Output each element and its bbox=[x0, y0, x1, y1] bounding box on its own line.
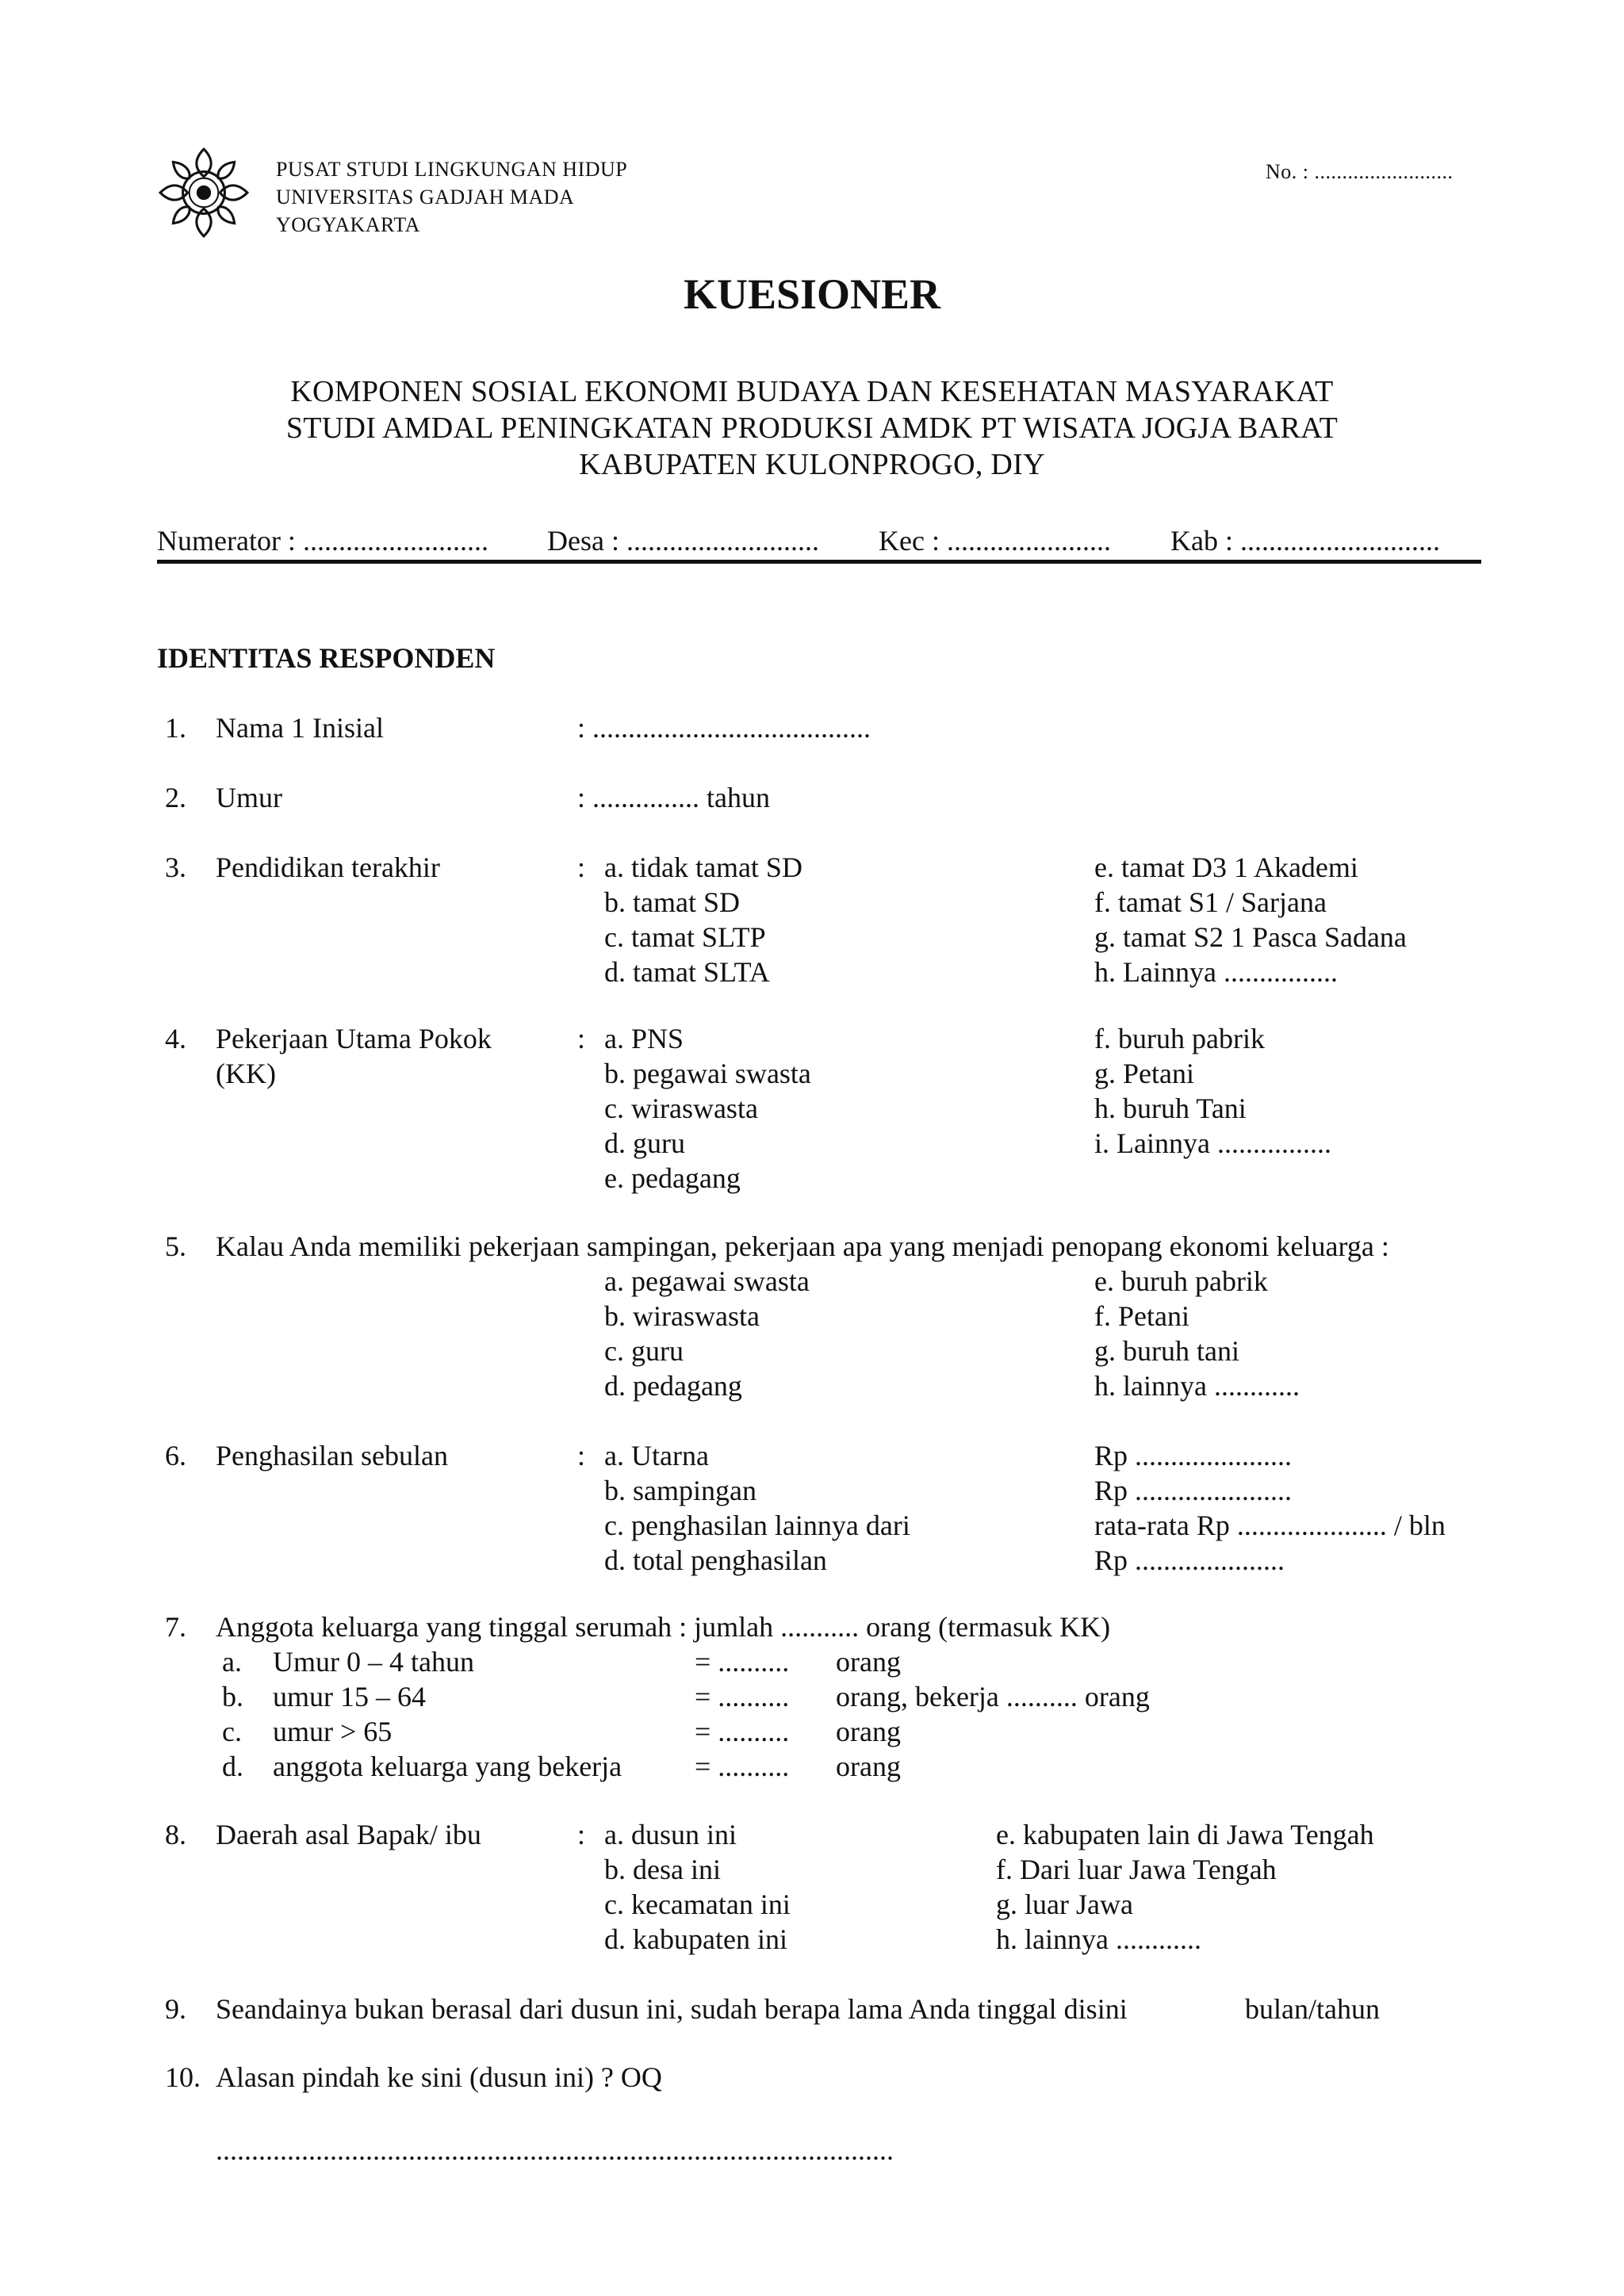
q4-option-d[interactable]: d. guru bbox=[604, 1127, 685, 1159]
q4-label: Pekerjaan Utama Pokok bbox=[216, 1023, 492, 1054]
q6-colon: : bbox=[577, 1440, 586, 1471]
q7-number: 7. bbox=[165, 1611, 186, 1643]
q5-option-b[interactable]: b. wiraswasta bbox=[604, 1300, 760, 1332]
q5-option-e[interactable]: e. buruh pabrik bbox=[1094, 1265, 1268, 1297]
q8-option-g[interactable]: g. luar Jawa bbox=[996, 1888, 1133, 1920]
q7-row-b-letter: b. bbox=[222, 1681, 243, 1712]
q1-number: 1. bbox=[165, 712, 186, 744]
q6-amount-d[interactable]: Rp ..................... bbox=[1094, 1544, 1285, 1576]
q1-answer-field[interactable]: : ....................................... bbox=[577, 712, 871, 744]
q3-option-a[interactable]: a. tidak tamat SD bbox=[604, 851, 802, 883]
q7-row-d-unit: orang bbox=[836, 1751, 901, 1782]
q3-option-d[interactable]: d. tamat SLTA bbox=[604, 956, 770, 988]
q4-label-line-2: (KK) bbox=[216, 1058, 276, 1089]
q3-option-g[interactable]: g. tamat S2 1 Pasca Sadana bbox=[1094, 921, 1407, 953]
q7-row-c-field[interactable]: = .......... bbox=[695, 1716, 790, 1747]
q6-item-b: b. sampingan bbox=[604, 1475, 756, 1506]
q7-row-b-unit[interactable]: orang, bekerja .......... orang bbox=[836, 1681, 1150, 1712]
kab-field[interactable]: Kab : ............................ bbox=[1170, 525, 1440, 557]
q7-row-d-letter: d. bbox=[222, 1751, 243, 1782]
q6-item-d: d. total penghasilan bbox=[604, 1544, 827, 1576]
q5-option-d[interactable]: d. pedagang bbox=[604, 1370, 742, 1402]
q2-label: Umur bbox=[216, 782, 282, 813]
q9-number: 9. bbox=[165, 1993, 186, 2025]
q8-option-f[interactable]: f. Dari luar Jawa Tengah bbox=[996, 1854, 1277, 1885]
q5-option-a[interactable]: a. pegawai swasta bbox=[604, 1265, 810, 1297]
q5-option-c[interactable]: c. guru bbox=[604, 1335, 684, 1367]
q6-number: 6. bbox=[165, 1440, 186, 1471]
q7-row-b-field[interactable]: = .......... bbox=[695, 1681, 790, 1712]
q8-number: 8. bbox=[165, 1819, 186, 1850]
q3-option-e[interactable]: e. tamat D3 1 Akademi bbox=[1094, 851, 1358, 883]
q10-number: 10. bbox=[165, 2061, 201, 2093]
q8-option-d[interactable]: d. kabupaten ini bbox=[604, 1923, 787, 1955]
q8-option-e[interactable]: e. kabupaten lain di Jawa Tengah bbox=[996, 1819, 1374, 1850]
kec-field[interactable]: Kec : ....................... bbox=[879, 525, 1111, 557]
q7-row-d-field[interactable]: = .......... bbox=[695, 1751, 790, 1782]
q4-option-e[interactable]: e. pedagang bbox=[604, 1162, 741, 1194]
institution-name-line-2: UNIVERSITAS GADJAH MADA bbox=[276, 186, 575, 209]
q6-amount-b[interactable]: Rp ...................... bbox=[1094, 1475, 1293, 1506]
q6-item-a: a. Utarna bbox=[604, 1440, 709, 1471]
q6-item-c: c. penghasilan lainnya dari bbox=[604, 1510, 910, 1541]
q8-option-c[interactable]: c. kecamatan ini bbox=[604, 1888, 791, 1920]
q5-label: Kalau Anda memiliki pekerjaan sampingan, pekerjaan apa yang menjadi penopang ekonomi keluarga : bbox=[216, 1230, 1389, 1262]
q3-option-b[interactable]: b. tamat SD bbox=[604, 886, 740, 918]
q7-row-b-text: umur 15 – 64 bbox=[273, 1681, 426, 1712]
subtitle-line-2: STUDI AMDAL PENINGKATAN PRODUKSI AMDK PT WISATA JOGJA BARAT bbox=[285, 411, 1339, 445]
q7-row-a-field[interactable]: = .......... bbox=[695, 1646, 790, 1678]
q7-row-c-text: umur > 65 bbox=[273, 1716, 393, 1747]
q4-option-h[interactable]: h. buruh Tani bbox=[1094, 1093, 1247, 1124]
institution-name-line-3: YOGYAKARTA bbox=[276, 213, 420, 236]
q8-option-h[interactable]: h. lainnya ............ bbox=[996, 1923, 1201, 1955]
q7-label: Anggota keluarga yang tinggal serumah : jumlah ........... orang (termasuk KK) bbox=[216, 1611, 1111, 1643]
q4-option-i[interactable]: i. Lainnya ................ bbox=[1094, 1127, 1331, 1159]
q8-option-a[interactable]: a. dusun ini bbox=[604, 1819, 737, 1850]
q6-label: Penghasilan sebulan bbox=[216, 1440, 448, 1471]
q1-label: Nama 1 Inisial bbox=[216, 712, 384, 744]
q9-unit: bulan/tahun bbox=[1245, 1993, 1380, 2025]
q7-row-a-text: Umur 0 – 4 tahun bbox=[273, 1646, 474, 1678]
subtitle-line-3: KABUPATEN KULONPROGO, DIY bbox=[579, 448, 1045, 481]
q2-answer-field[interactable]: : ............... tahun bbox=[577, 782, 770, 813]
desa-field[interactable]: Desa : ........................... bbox=[547, 525, 819, 557]
q4-number: 4. bbox=[165, 1023, 186, 1054]
q4-option-a[interactable]: a. PNS bbox=[604, 1023, 684, 1054]
university-seal-logo bbox=[155, 144, 252, 241]
q7-row-c-unit: orang bbox=[836, 1716, 901, 1747]
institution-name-line-1: PUSAT STUDI LINGKUNGAN HIDUP bbox=[276, 158, 628, 181]
q4-option-b[interactable]: b. pegawai swasta bbox=[604, 1058, 811, 1089]
q5-number: 5. bbox=[165, 1230, 186, 1262]
q8-option-b[interactable]: b. desa ini bbox=[604, 1854, 721, 1885]
subtitle-line-1: KOMPONEN SOSIAL EKONOMI BUDAYA DAN KESEHATAN MASYARAKAT bbox=[290, 375, 1334, 408]
q4-option-c[interactable]: c. wiraswasta bbox=[604, 1093, 758, 1124]
q3-colon: : bbox=[577, 851, 586, 883]
q6-amount-a[interactable]: Rp ...................... bbox=[1094, 1440, 1293, 1471]
q9-label: Seandainya bukan berasal dari dusun ini, sudah berapa lama Anda tinggal disini bbox=[216, 1993, 1128, 2025]
q10-label: Alasan pindah ke sini (dusun ini) ? OQ bbox=[216, 2061, 662, 2093]
q7-row-a-letter: a. bbox=[222, 1646, 242, 1678]
q7-row-c-letter: c. bbox=[222, 1716, 242, 1747]
document-title: KUESIONER bbox=[683, 270, 941, 318]
q10-answer-line[interactable]: ............................................................................................... bbox=[216, 2134, 894, 2166]
q5-option-h[interactable]: h. lainnya ............ bbox=[1094, 1370, 1300, 1402]
q3-option-h[interactable]: h. Lainnya ................ bbox=[1094, 956, 1338, 988]
q8-label: Daerah asal Bapak/ ibu bbox=[216, 1819, 481, 1850]
q4-colon: : bbox=[577, 1023, 586, 1054]
numerator-field[interactable]: Numerator : .......................... bbox=[157, 525, 488, 557]
q3-option-f[interactable]: f. tamat S1 / Sarjana bbox=[1094, 886, 1327, 918]
form-number: No. : ......................... bbox=[1266, 160, 1454, 183]
q7-row-a-unit: orang bbox=[836, 1646, 901, 1678]
q4-option-f[interactable]: f. buruh pabrik bbox=[1094, 1023, 1265, 1054]
q3-label: Pendidikan terakhir bbox=[216, 851, 440, 883]
q5-option-g[interactable]: g. buruh tani bbox=[1094, 1335, 1239, 1367]
q4-option-g[interactable]: g. Petani bbox=[1094, 1058, 1194, 1089]
section-title: IDENTITAS RESPONDEN bbox=[157, 642, 496, 674]
q8-colon: : bbox=[577, 1819, 586, 1850]
q3-option-c[interactable]: c. tamat SLTP bbox=[604, 921, 766, 953]
header-divider bbox=[157, 560, 1481, 564]
q2-number: 2. bbox=[165, 782, 186, 813]
q6-amount-c[interactable]: rata-rata Rp ..................... / bln bbox=[1094, 1510, 1446, 1541]
q3-number: 3. bbox=[165, 851, 186, 883]
q5-option-f[interactable]: f. Petani bbox=[1094, 1300, 1189, 1332]
q7-row-d-text: anggota keluarga yang bekerja bbox=[273, 1751, 622, 1782]
